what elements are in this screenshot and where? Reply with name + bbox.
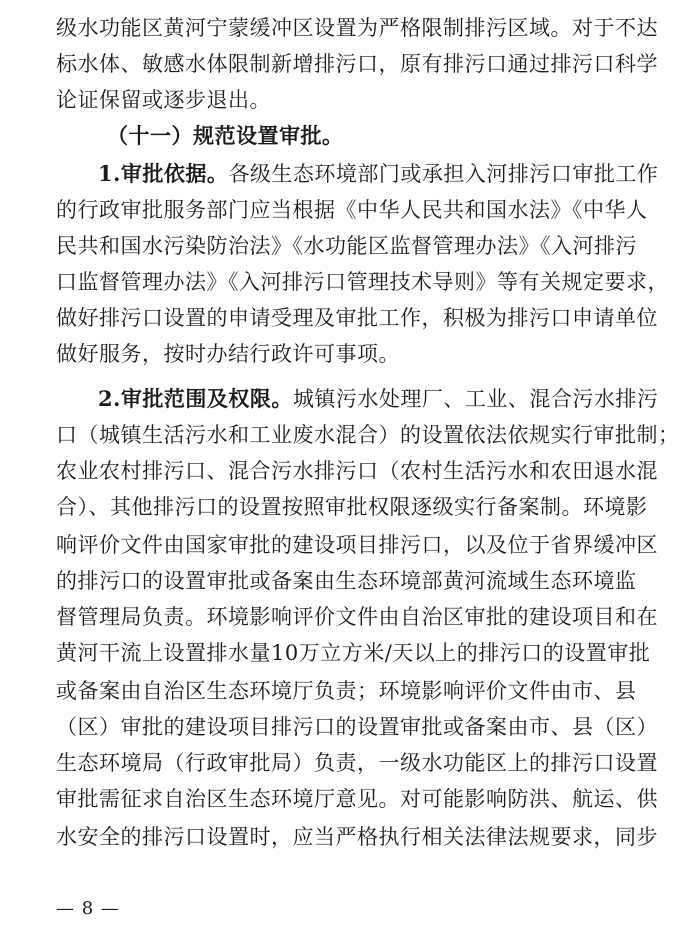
text-line: 口（城镇生活污水和工业废水混合）的设置依法依规实行审批制； xyxy=(56,423,680,447)
text-line: 做好服务，按时办结行政许可事项。 xyxy=(56,342,400,366)
text-line: 响评价文件由国家审批的建设项目排污口，以及位于省界缓冲区 xyxy=(56,533,658,557)
text-line: 督管理局负责。环境影响评价文件由自治区审批的建设项目和在 xyxy=(56,605,658,629)
text-line: 口监督管理办法》《入河排污口管理技术导则》等有关规定要求， xyxy=(56,270,669,294)
text-line: 民共和国水污染防治法》《水功能区监督管理办法》《入河排污 xyxy=(56,234,637,258)
text-line: 级水功能区黄河宁蒙缓冲区设置为严格限制排污区域。对于不达 xyxy=(56,16,658,40)
paragraph-lead: 2.审批范围及权限。 xyxy=(98,386,293,411)
text-line: 的行政审批服务部门应当根据《中华人民共和国水法》《中华人 xyxy=(56,198,648,222)
text-line: 农业农村排污口、混合污水排污口（农村生活污水和农田退水混 xyxy=(56,459,658,483)
paragraph-first-line xyxy=(98,381,659,417)
text-line: 合）、其他排污口的设置按照审批权限逐级实行备案制。环境影 xyxy=(56,495,648,519)
text-line: 审批需征求自治区生态环境厅意见。对可能影响防洪、航运、供 xyxy=(56,787,658,811)
paragraph-lead: 1.审批依据。 xyxy=(98,161,229,186)
text-line: 标水体、敏感水体限制新增排污口，原有排污口通过排污口科学 xyxy=(56,52,658,76)
text-line: 黄河干流上设置排水量10万立方米/天以上的排污口的设置审批 xyxy=(56,641,651,665)
section-heading: （十一）规范设置审批。 xyxy=(107,123,344,148)
text-span: 城镇污水处理厂、工业、混合污水排污 xyxy=(292,387,659,411)
text-span: 各级生态环境部门或承担入河排污口审批工作 xyxy=(228,162,659,186)
text-line: 生态环境局（行政审批局）负责，一级水功能区上的排污口设置 xyxy=(56,751,658,775)
page-number: — 8 — xyxy=(56,898,120,919)
text-line: （区）审批的建设项目排污口的设置审批或备案由市、县（区） xyxy=(56,715,658,739)
text-line: 水安全的排污口设置时，应当严格执行相关法律法规要求，同步 xyxy=(56,825,658,849)
text-line: 论证保留或逐步退出。 xyxy=(56,88,271,112)
text-line: 做好排污口设置的申请受理及审批工作，积极为排污口申请单位 xyxy=(56,306,658,330)
paragraph-first-line xyxy=(98,156,659,192)
text-line: 或备案由自治区生态环境厅负责；环境影响评价文件由市、县 xyxy=(56,679,637,703)
text-line: 的排污口的设置审批或备案由生态环境部黄河流域生态环境监 xyxy=(56,569,637,593)
